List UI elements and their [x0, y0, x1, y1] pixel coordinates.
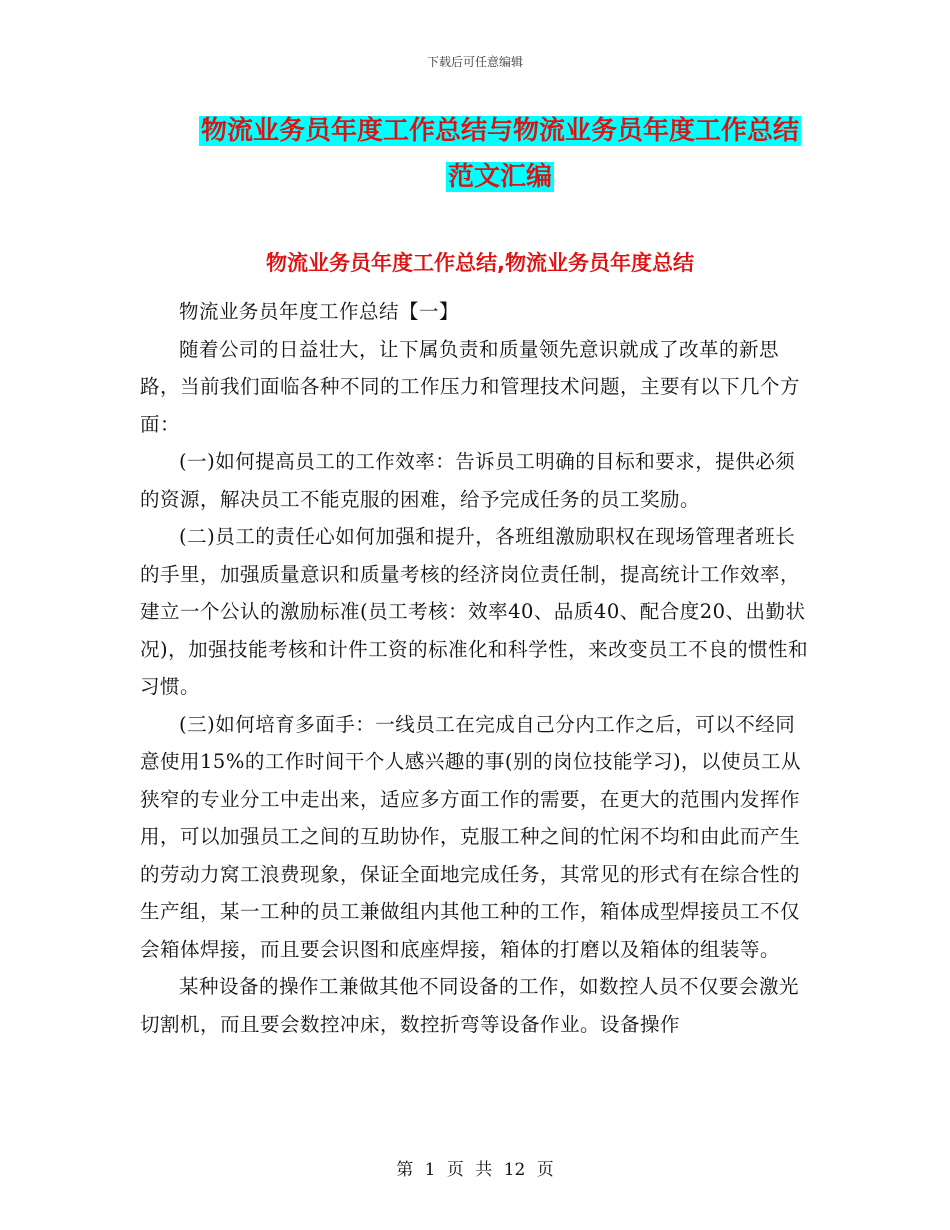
header-note: 下载后可任意编辑 [426, 55, 523, 69]
paragraph: 某种设备的操作工兼做其他不同设备的工作，如数控人员不仅要会激光切割机，而且要会数控冲床，数控折弯等设备作业。设备操作 [140, 975, 800, 1036]
document-subtitle: 物流业务员年度工作总结,物流业务员年度总结 [266, 251, 694, 275]
paragraph: (二)员工的责任心如何加强和提升，各班组激励职权在现场管理者班长的手里，加强质量意识和质量考核的经济岗位责任制，提高统计工作效率，建立一个公认的激励标准(员工考核：效率40、品质40、配合度20、出勤状况)，加强技能考核和计件工资的标准化和科学性，来改变员工不良的惯性和习惯。 [140, 525, 809, 698]
paragraph: 随着公司的日益壮大，让下属负责和质量领先意识就成了改革的新思路，当前我们面临各种不同的工作压力和管理技术问题，主要有以下几个方面： [140, 337, 801, 436]
page-footer: 第 1 页 共 12 页 [396, 1160, 554, 1180]
paragraph: 物流业务员年度工作总结【一】 [179, 300, 460, 323]
title-line-1: 物流业务员年度工作总结与物流业务员年度工作总结 [200, 116, 799, 146]
title-line-2: 范文汇编 [447, 162, 552, 192]
paragraph: (三)如何培育多面手：一线员工在完成自己分内工作之后，可以不经同意使用15%的工作时间干个人感兴趣的事(别的岗位技能学习)，以使员工从狭窄的专业分工中走出来，适应多方面工作的需要，在更大的范围内发挥作用，可以加强员工之间的互助协作，克服工种之间的忙闲不均和由此而产生的劳动力窝工浪费现象，保证全面地完成任务，其常见的形式有在综合性的生产组，某一工种的员工兼做组内其他工种的工作，箱体成型焊接员工不仅会箱体焊接，而且要会识图和底座焊接，箱体的打磨以及箱体的组装等。 [140, 712, 802, 961]
paragraph: (一)如何提高员工的工作效率：告诉员工明确的目标和要求，提供必须的资源，解决员工不能克服的困难，给予完成任务的员工奖励。 [140, 450, 796, 511]
document-title [140, 108, 860, 200]
document-body [140, 293, 812, 1043]
